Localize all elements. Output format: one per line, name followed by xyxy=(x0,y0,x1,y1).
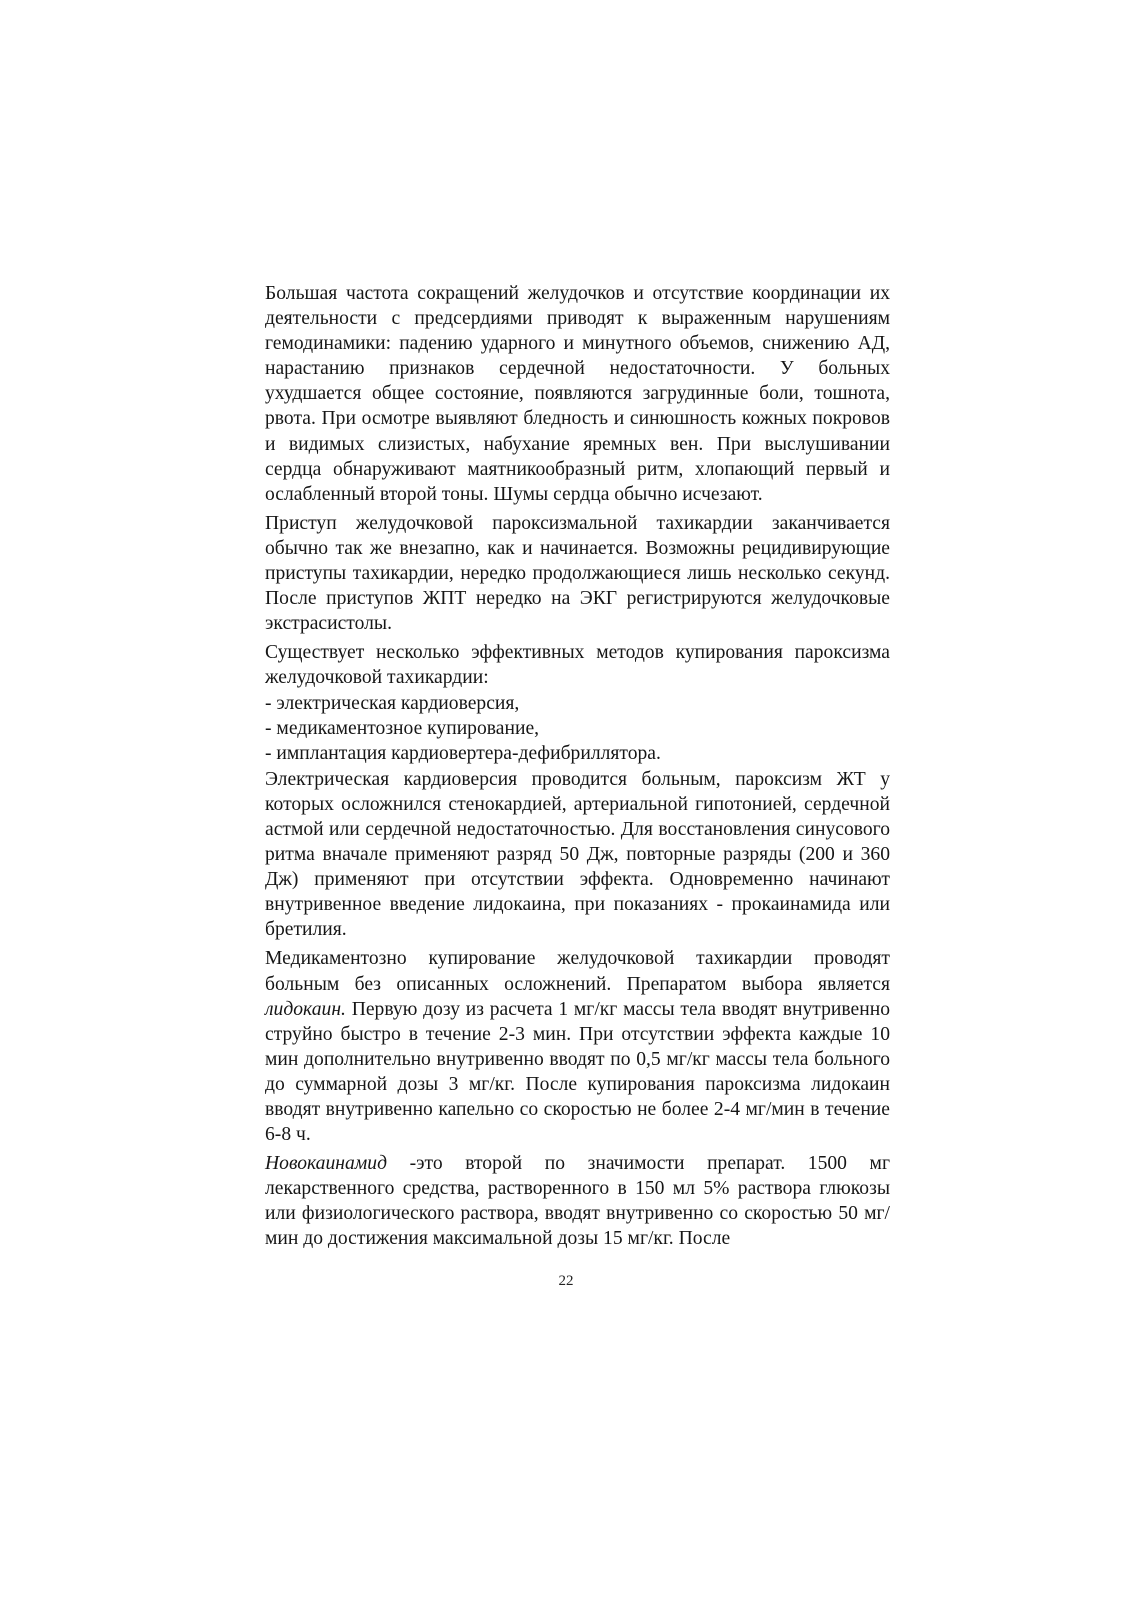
page-number: 22 xyxy=(558,1273,574,1289)
drug-name-italic: Новокаинамид xyxy=(265,1153,387,1175)
text-run: Медикаментозно купирование желудочковой тахикардии проводят больным без описанных осложнений. Препаратом выбора является xyxy=(265,948,890,995)
text-run: -это второй по значимости препарат. 1500 мг лекарственного средства, растворенного в 150 мл 5% раствора глюкозы или физиологического раствора, вводят внутривенно со скоростью 50 мг/мин до достижения максимальной дозы 15 мг/кг. После xyxy=(265,1153,890,1250)
list-item: - электрическая кардиоверсия, xyxy=(265,692,520,714)
drug-name-italic: лидокаин. xyxy=(265,998,346,1020)
paragraph: Приступ желудочковой пароксизмальной тахикардии заканчивается обычно так же внезапно, как и начинается. Возможны рецидивирующие приступы тахикардии, нередко продолжающиеся лишь несколько секунд. После приступов ЖПТ нередко на ЭКГ регистрируются желудочковые экстрасистолы. xyxy=(265,512,890,635)
paragraph: Существует несколько эффективных методов купирования пароксизма желудочковой тахикардии: xyxy=(265,642,890,689)
method-list xyxy=(265,691,890,766)
text-run: Первую дозу из расчета 1 мг/кг массы тела вводят внутривенно струйно быстро в течение 2-3 мин. При отсутствии эффекта каждые 10 мин дополнительно внутривенно вводят по 0,5 мг/кг массы тела больного до суммарной дозы 3 мг/кг. После купирования пароксизма лидокаин вводят внутривенно капельно со скоростью не более 2-4 мг/мин в течение 6-8 ч. xyxy=(265,998,890,1146)
paragraph xyxy=(265,946,890,1147)
list-item: - медикаментозное купирование, xyxy=(265,717,540,739)
body-text xyxy=(265,281,890,1256)
paragraph: Электрическая кардиоверсия проводится больным, пароксизм ЖТ у которых осложнился стенокардией, артериальной гипотонией, сердечной астмой или сердечной недостаточностью. Для восстановления синусового ритма вначале применяют разряд 50 Дж, повторные разряды (200 и 360 Дж) применяют при отсутствии эффекта. Одновременно начинают внутривенное введение лидокаина, при показаниях - прокаинамида или бретилия. xyxy=(265,768,890,941)
paragraph: Большая частота сокращений желудочков и отсутствие координации их деятельности с предсердиями приводят к выраженным нарушениям гемодинамики: падению ударного и минутного объемов, снижению АД, нарастанию признаков сердечной недостаточности. У больных ухудшается общее состояние, появляются загрудинные боли, тошнота, рвота. При осмотре выявляют бледность и синюшность кожных покровов и видимых слизистых, набухание яремных вен. При выслушивании сердца обнаруживают маятникообразный ритм, хлопающий первый и ослабленный второй тоны. Шумы сердца обычно исчезают. xyxy=(265,283,890,505)
paragraph xyxy=(265,1151,890,1251)
list-item: - имплантация кардиовертера-дефибриллятора. xyxy=(265,742,661,764)
